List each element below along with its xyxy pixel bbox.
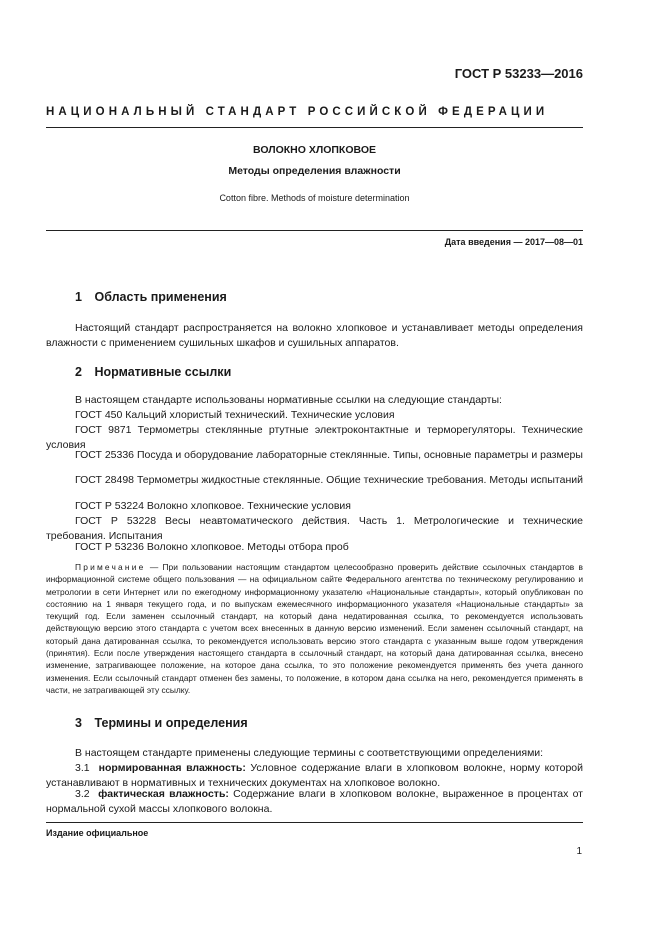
term-name: нормированная влажность:: [98, 762, 246, 774]
page-number: 1: [576, 846, 582, 857]
reference-item: ГОСТ 9871 Термометры стеклянные ртутные электроконтактные и терморегуляторы. Технические условия: [46, 424, 583, 451]
paragraph: В настоящем стандарте использованы нормативные ссылки на следующие стандарты:: [75, 394, 502, 406]
introduction-date: Дата введения — 2017—08—01: [444, 237, 583, 247]
term-definition: [46, 787, 583, 817]
reference-item: ГОСТ Р 53228 Весы неавтоматического действия. Часть 1. Метрологические и технические требования. Испытания: [46, 515, 583, 542]
section-heading: [75, 365, 231, 379]
reference-item: ГОСТ 28498 Термометры жидкостные стеклянные. Общие технические требования. Методы испытаний: [75, 474, 583, 486]
section-title: Область применения: [94, 290, 227, 304]
term-number: 3.1: [75, 762, 90, 774]
section-number: 2: [75, 365, 82, 379]
document-title: ВОЛОКНО ХЛОПКОВОЕ: [253, 144, 376, 156]
section-number: 3: [75, 716, 82, 730]
term-text: Содержание влаги в хлопковом волокне, выраженное в процентах от нормальной сухой массы хлопкового волокна.: [46, 788, 583, 815]
term-name: фактическая влажность:: [98, 788, 229, 800]
edition-label: Издание официальное: [46, 828, 149, 838]
term-number: 3.2: [75, 788, 90, 800]
paragraph: Настоящий стандарт распространяется на волокно хлопковое и устанавливает методы определения влажности с применением сушильных шкафов и сушильных аппаратов.: [46, 322, 583, 349]
header-rule: [46, 127, 583, 128]
section-title: Термины и определения: [94, 716, 248, 730]
reference-note: [46, 561, 583, 696]
term-text: Условное содержание влаги в хлопковом волокне, норму которой устанавливают в нормативных и технических документах на хлопковое волокно.: [46, 762, 583, 789]
document-subtitle: Методы определения влажности: [228, 165, 401, 177]
note-label: Примечание: [75, 562, 146, 572]
reference-item: ГОСТ 25336 Посуда и оборудование лабораторные стеклянные. Типы, основные параметры и размеры: [75, 449, 583, 461]
reference-item: ГОСТ 450 Кальций хлористый технический. Технические условия: [75, 409, 395, 421]
reference-item: ГОСТ Р 53236 Волокно хлопковое. Методы отбора проб: [75, 541, 349, 553]
title-rule: [46, 230, 583, 231]
standard-code: ГОСТ Р 53233—2016: [454, 66, 583, 81]
reference-item: ГОСТ Р 53224 Волокно хлопковое. Технические условия: [75, 500, 351, 512]
national-standard-banner: НАЦИОНАЛЬНЫЙ СТАНДАРТ РОССИЙСКОЙ ФЕДЕРАЦИИ: [46, 106, 549, 118]
section-heading: [75, 716, 248, 730]
note-text: — При пользовании настоящим стандартом целесообразно проверить действие ссылочных стандартов в информационной системе общего пользования — на официальном сайте Федерального агентства по техническому регулированию и метрологии в сети Интернет или по ежегодному информационному указателю «Национальные стандарты», который опубликован по состоянию на 1 января текущего года, и по выпускам ежемесячного информационного указателя «Национальные стандарты» за текущий год. Если заменен ссылочный стандарт, на который дана недатированная ссылка, то рекомендуется использовать действующую версию этого стандарта с учетом всех внесенных в данную версию изменений. Если заменен ссылочный стандарт, на который дана датированная ссылка, то рекомендуется использовать версию этого стандарта с указанным выше годом утверждения (принятия). Если после утверждения настоящего стандарта в ссылочный стандарт, на который дана датированная ссылка, внесено изменение, затрагивающее положение, на которое дана ссылка, то это положение рекомендуется применять без учета данного изменения. Если ссылочный стандарт отменен без замены, то положение, в котором дана ссылка на него, рекомендуется применять в части, не затрагивающей эту ссылку.: [46, 562, 584, 695]
section-heading: [75, 290, 227, 304]
paragraph: В настоящем стандарте применены следующие термины с соответствующими определениями:: [75, 747, 544, 759]
section-number: 1: [75, 290, 82, 304]
english-title: Cotton fibre. Methods of moisture determination: [219, 193, 410, 203]
footer-rule: [46, 822, 583, 823]
section-title: Нормативные ссылки: [94, 365, 232, 379]
